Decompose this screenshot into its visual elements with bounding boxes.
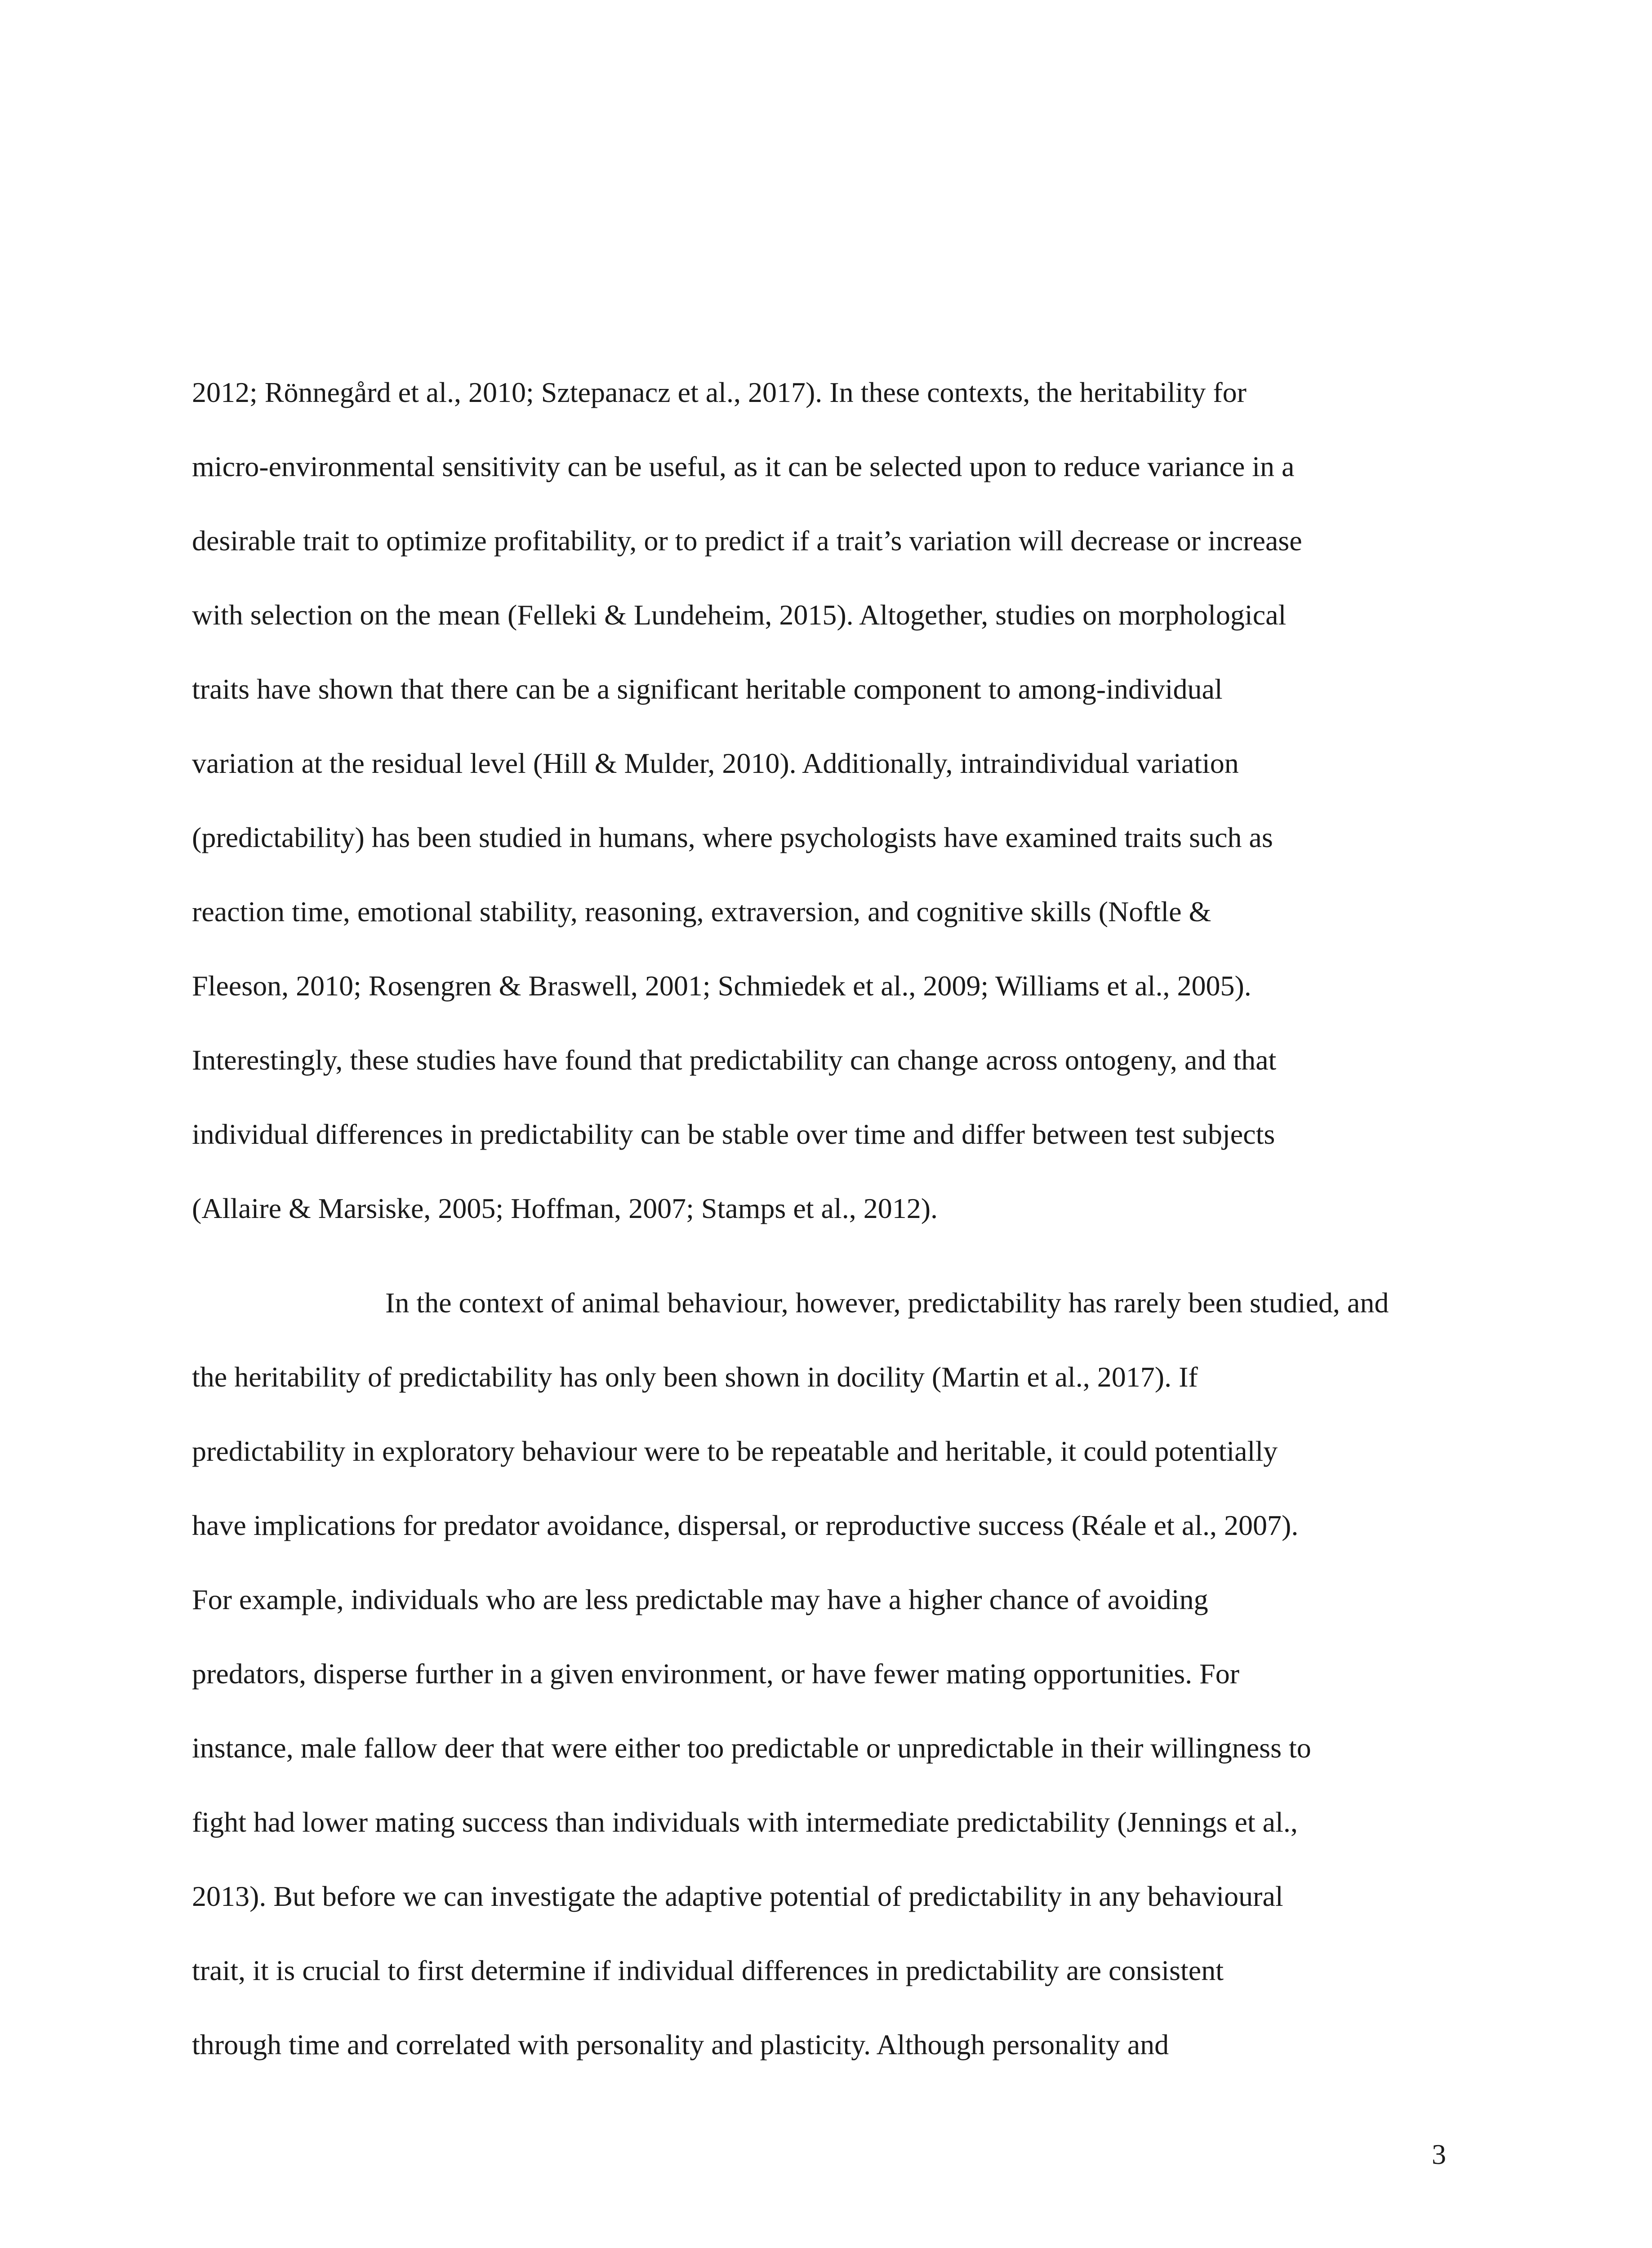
body-text (192, 355, 1446, 2082)
text-line: individual differences in predictability can be stable over time and differ between test subjects (192, 1118, 1275, 1150)
text-line: predictability in exploratory behaviour were to be repeatable and heritable, it could potentially (192, 1435, 1278, 1467)
text-line: fight had lower mating success than individuals with intermediate predictability (Jennings et al., (192, 1806, 1298, 1838)
text-line: trait, it is crucial to first determine if individual differences in predictability are consistent (192, 1954, 1224, 1986)
text-line: reaction time, emotional stability, reasoning, extraversion, and cognitive skills (Noftle & (192, 896, 1211, 928)
text-line: variation at the residual level (Hill & Mulder, 2010). Additionally, intraindividual variation (192, 747, 1239, 779)
text-line: the heritability of predictability has only been shown in docility (Martin et al., 2017). If (192, 1361, 1198, 1393)
text-line: with selection on the mean (Felleki & Lundeheim, 2015). Altogether, studies on morphological (192, 599, 1287, 631)
text-line: desirable trait to optimize profitability, or to predict if a trait’s variation will decrease or increase (192, 525, 1302, 557)
page-number: 3 (1432, 2138, 1446, 2170)
text-line: have implications for predator avoidance, dispersal, or reproductive success (Réale et al., 2007). (192, 1509, 1299, 1541)
text-line: 2012; Rönnegård et al., 2010; Sztepanacz et al., 2017). In these contexts, the heritability for (192, 376, 1247, 408)
text-line: Fleeson, 2010; Rosengren & Braswell, 2001; Schmiedek et al., 2009; Williams et al., 2005). (192, 970, 1251, 1002)
text-line: micro-environmental sensitivity can be useful, as it can be selected upon to reduce variance in a (192, 450, 1295, 482)
text-line: In the context of animal behaviour, however, predictability has rarely been studied, and (385, 1287, 1389, 1319)
text-line: Interestingly, these studies have found that predictability can change across ontogeny, and that (192, 1044, 1277, 1076)
paragraph-2 (192, 1266, 1446, 2082)
text-line: through time and correlated with personality and plasticity. Although personality and (192, 2029, 1169, 2061)
text-line: 2013). But before we can investigate the adaptive potential of predictability in any behavioural (192, 1880, 1283, 1912)
text-line: instance, male fallow deer that were either too predictable or unpredictable in their willingness to (192, 1732, 1311, 1764)
text-line: predators, disperse further in a given environment, or have fewer mating opportunities. For (192, 1658, 1239, 1690)
text-line: For example, individuals who are less predictable may have a higher chance of avoiding (192, 1583, 1208, 1615)
paragraph-1 (192, 355, 1446, 1245)
text-line: traits have shown that there can be a significant heritable component to among-individual (192, 673, 1223, 705)
text-line: (predictability) has been studied in humans, where psychologists have examined traits such as (192, 821, 1273, 853)
text-line: (Allaire & Marsiske, 2005; Hoffman, 2007; Stamps et al., 2012). (192, 1192, 938, 1224)
